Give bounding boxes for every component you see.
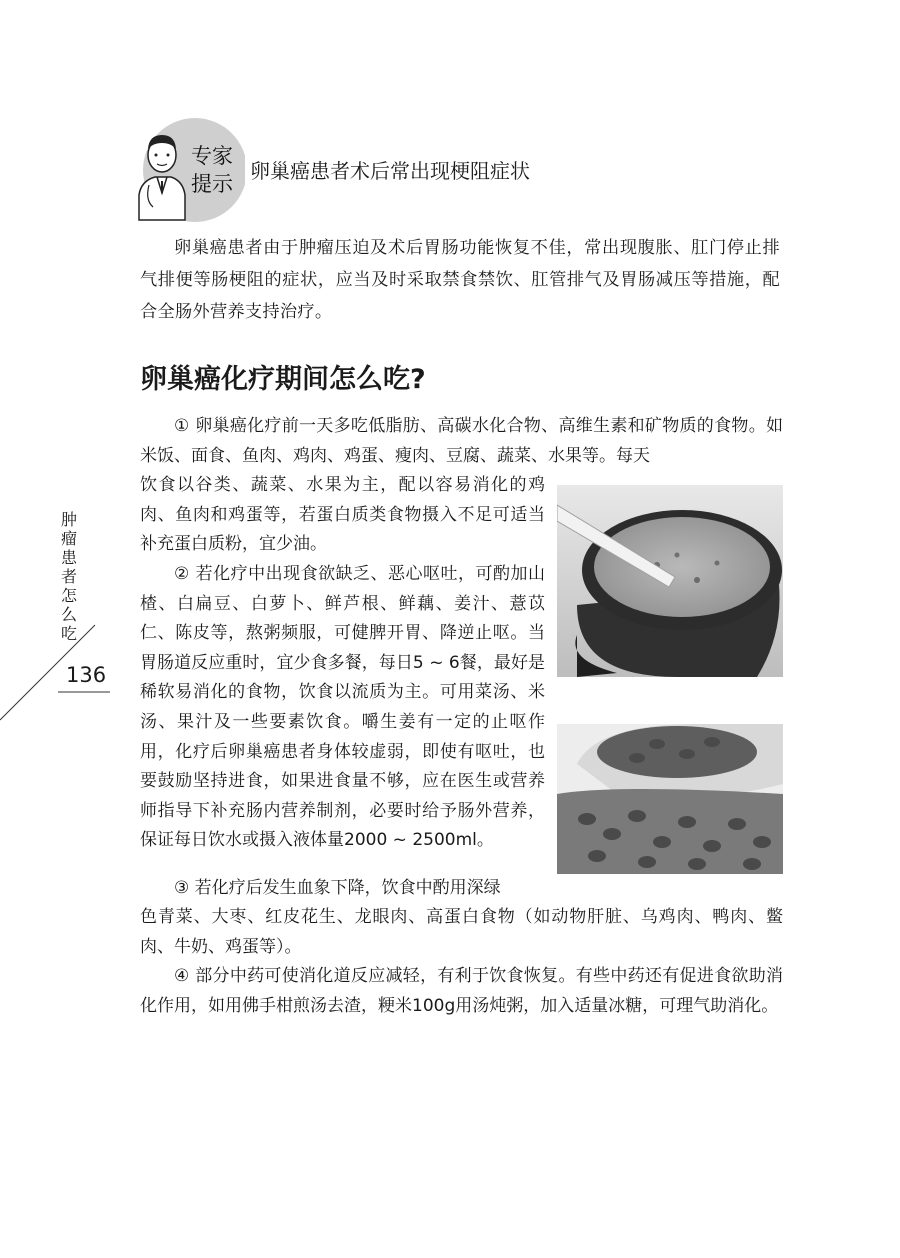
badge-line1: 专家 bbox=[191, 144, 233, 168]
porridge-bowl-photo bbox=[557, 485, 783, 677]
book-title-char: 么 bbox=[60, 605, 77, 624]
book-title-char: 吃 bbox=[60, 624, 77, 643]
paragraph-2: ② 若化疗中出现食欲缺乏、恶心呕吐，可酌加山楂、白扁豆、白萝卜、鲜芦根、鲜藕、姜汁、薏苡仁、陈皮等，熬粥频服，可健脾开胃、降逆止呕。当胃肠道反应重时，宜少食多餐，每日5 ~ 6餐，最好是稀软易消化的食物，饮食以流质为主。可用菜汤、米汤、果汁及一些要素饮食。嚼生姜有一定的止呕作用，化疗后卵巢癌患者身体较虚弱，即使有呕吐，也要鼓励坚持进食，如果进食量不够，应在医生或营养师指导下补充肠内营养制剂，必要时给予肠外营养，保证每日饮水或摄入液体量2000 ~ 2500ml。 bbox=[140, 564, 545, 851]
tip-body: 卵巢癌患者由于肿瘤压迫及术后胃肠功能恢复不佳，常出现腹胀、肛门停止排气排便等肠梗阻的症状，应当及时采取禁食禁饮、肛管排气及胃肠减压等措施，配合全肠外营养支持治疗。 bbox=[140, 238, 780, 322]
book-title-char: 患 bbox=[60, 548, 77, 567]
red-beans-photo bbox=[557, 724, 783, 874]
paragraph-3-end: 色青菜、大枣、红皮花生、龙眼肉、高蛋白食物（如动物肝脏、乌鸡肉、鸭肉、鳖肉、牛奶、鸡蛋等）。 bbox=[140, 907, 783, 957]
tip-title: 卵巢癌患者术后常出现梗阻症状 bbox=[250, 159, 530, 183]
badge-line2: 提示 bbox=[191, 172, 233, 196]
paragraph-1-end: 饮食以谷类、蔬菜、水果为主，配以容易消化的鸡肉、鱼肉和鸡蛋等，若蛋白质类食物摄入不足可适当补充蛋白质粉，宜少油。 bbox=[140, 475, 545, 555]
expert-tip-badge bbox=[135, 115, 245, 225]
section-heading: 卵巢癌化疗期间怎么吃? bbox=[140, 364, 426, 395]
paragraph-1-start: ① 卵巢癌化疗前一天多吃低脂肪、高碳水化合物、高维生素和矿物质的食物。如米饭、面食、鱼肉、鸡肉、鸡蛋、瘦肉、豆腐、蔬菜、水果等。每天 bbox=[140, 416, 783, 466]
book-title-char: 者 bbox=[60, 567, 77, 586]
page-number: 136 bbox=[66, 663, 107, 687]
book-title-char: 肿 bbox=[60, 510, 77, 529]
book-title-char: 怎 bbox=[60, 586, 77, 605]
paragraph-4: ④ 部分中药可使消化道反应减轻，有利于饮食恢复。有些中药还有促进食欲助消化作用，如用佛手柑煎汤去渣，粳米100g用汤炖粥，加入适量冰糖，可理气助消化。 bbox=[140, 966, 783, 1016]
book-title-char: 瘤 bbox=[60, 529, 77, 548]
paragraph-3-start: ③ 若化疗后发生血象下降，饮食中酌用深绿 bbox=[174, 878, 501, 898]
